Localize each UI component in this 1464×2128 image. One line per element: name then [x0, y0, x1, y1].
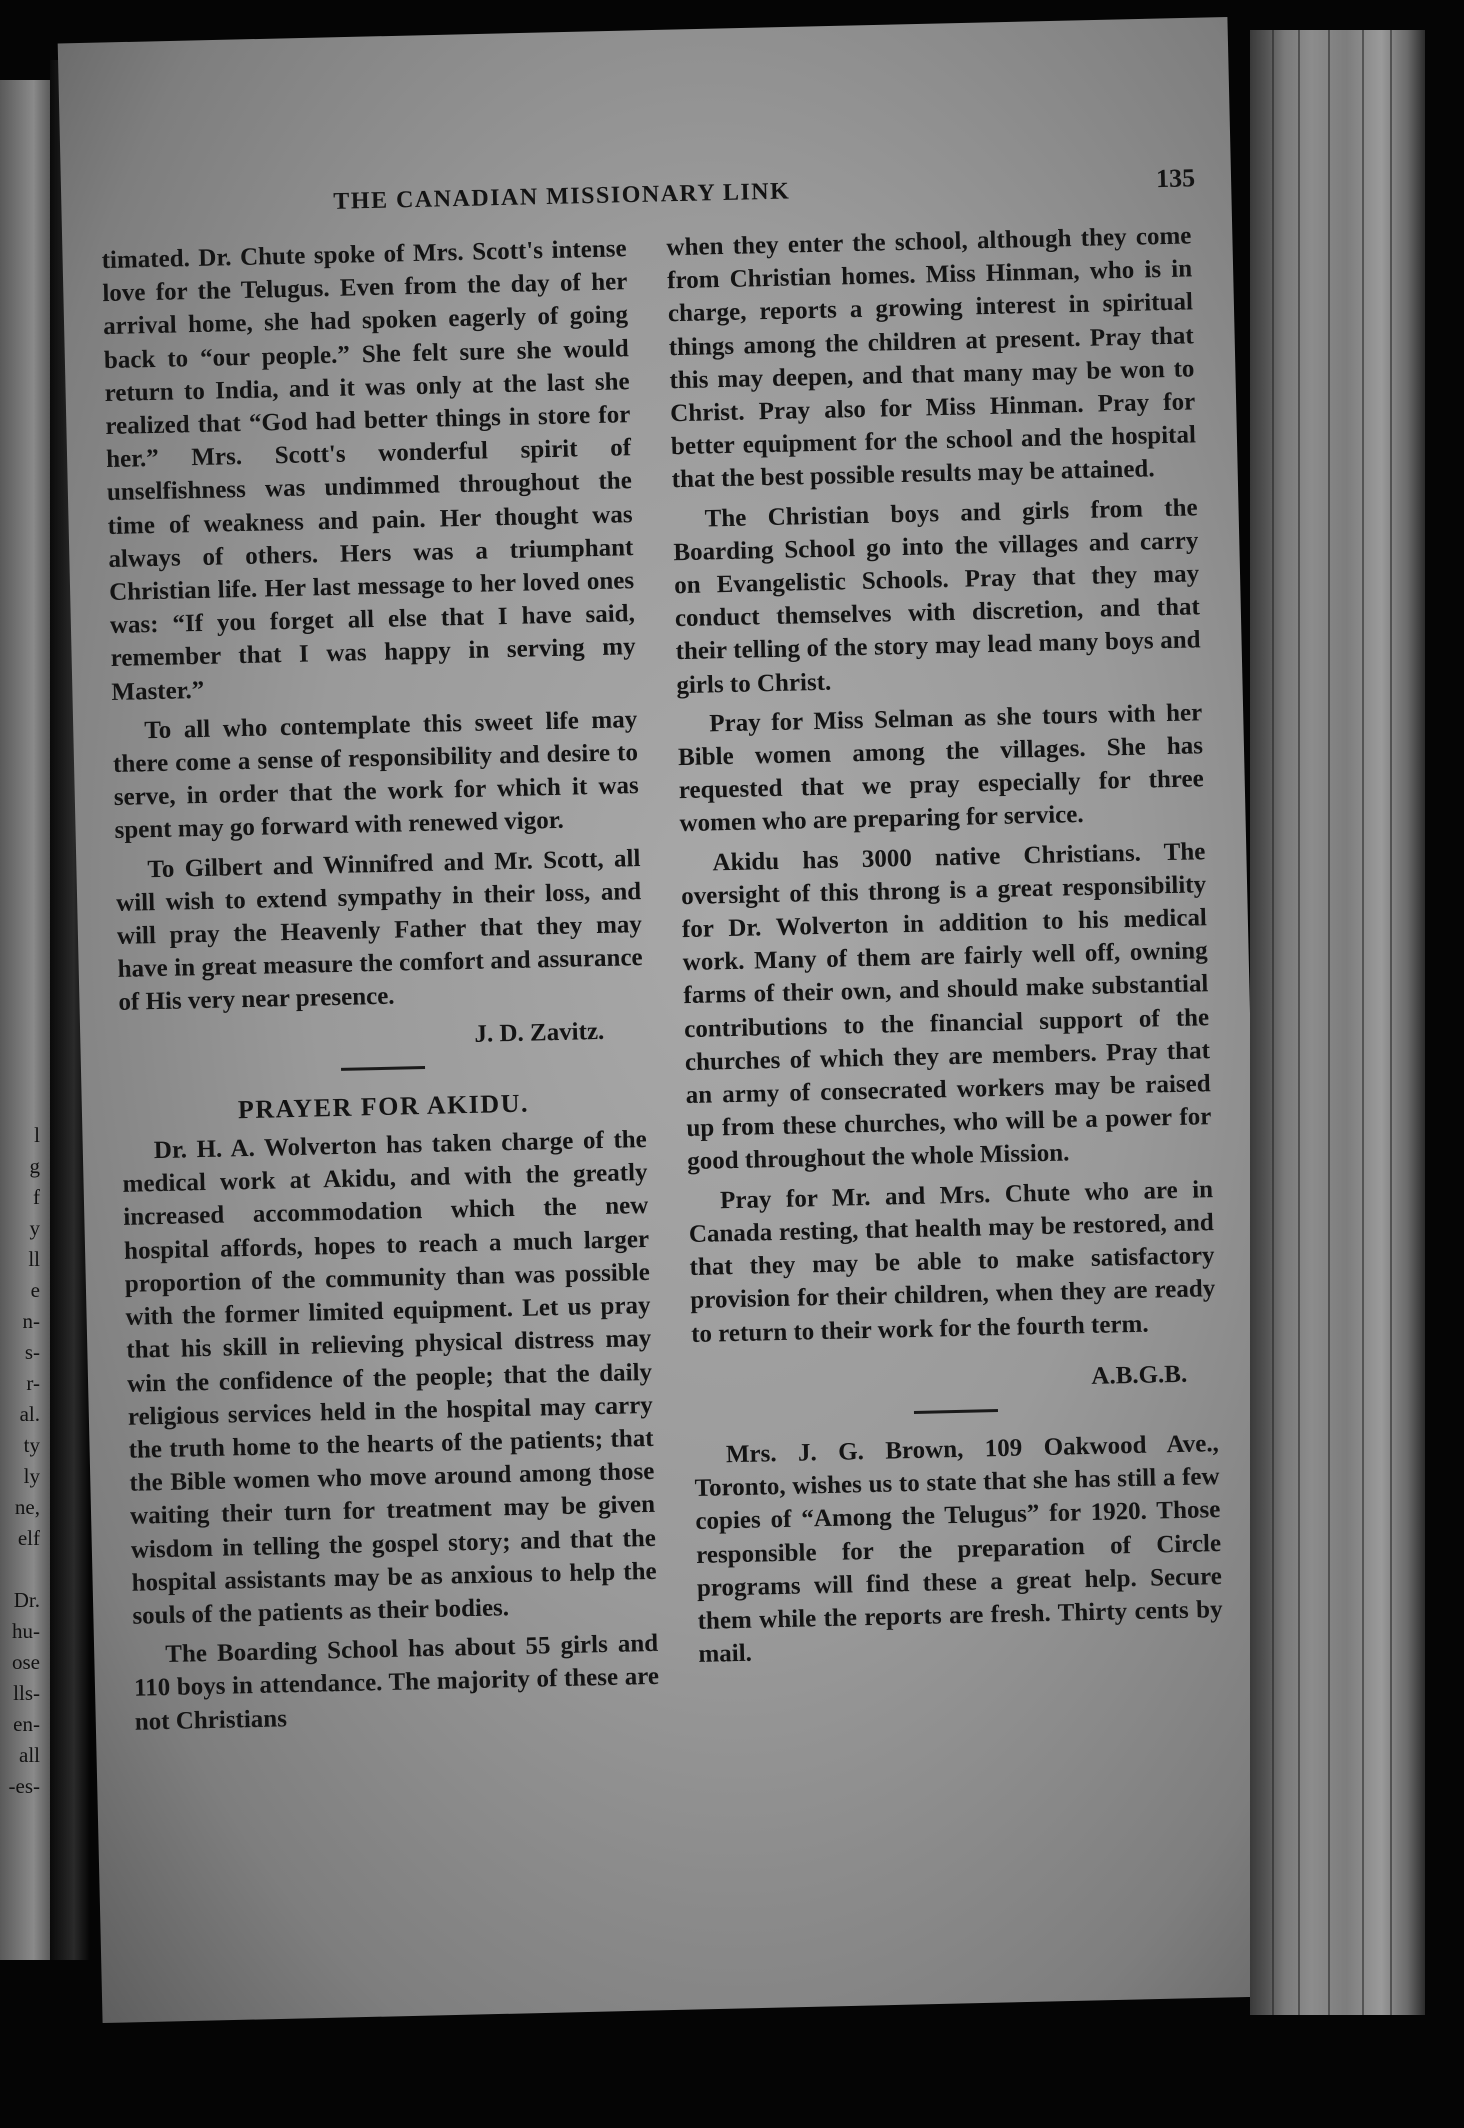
margin-fragment: elf [17, 1526, 40, 1550]
page-content [101, 163, 1245, 1948]
paragraph: To Gilbert and Winnifred and Mr. Scott, all will wish to extend sympathy in their loss, and will pray the Heavenly Father that they may have in great measure the comfort and assurance of His very near presence. [115, 844, 643, 1017]
paragraph: Dr. H. A. Wolverton has taken charge of the medical work at Akidu, and with the greatly increased accommodation which the new hospital affords, hopes to reach a much larger proportion of the community than was possible with the former limited equipment. Let us pray that his skill in relieving physical distress may win the confidence of the people; that the daily religious services held in the hospital may carry the truth home to the hearts of the patients; that the Bible women who move around among those waiting their turn for treatment may be given wisdom in telling the gospel story; and that the hospital assistants may be as anxious to help the souls of the patients as their bodies. [122, 1126, 657, 1630]
signature: J. D. Zavitz. [474, 1017, 605, 1048]
margin-fragment: f [33, 1185, 40, 1209]
margin-fragment: e [30, 1278, 40, 1302]
left-column [101, 232, 660, 1738]
paragraph: when they enter the school, although they come from Christian homes. Miss Hinman, who is in charge, reports a growing interest in spiritual things among the children at present. Pray that this may deepen, and that many may be won to Christ. Pray also for Miss Hinman. Pray for better equipment for the school and the hospital that the best possible results may be attained. [666, 222, 1197, 494]
margin-fragment: ll [28, 1247, 40, 1271]
section-divider [913, 1409, 997, 1414]
section-divider [341, 1066, 425, 1071]
margin-fragment: y [29, 1216, 40, 1240]
right-column [666, 219, 1224, 1671]
paragraph: Pray for Miss Selman as she tours with her Bible women among the villages. She has requested that we pray especially for three women who are preparing for service. [677, 699, 1204, 838]
margin-fragment: al. [19, 1402, 40, 1426]
margin-fragment: lls- [13, 1681, 40, 1705]
paragraph: Akidu has 3000 native Christians. The oversight of this throng is a great responsibility for Dr. Wolverton in addition to his medical work. Many of them are fairly well off, owning farms of their own, and should make substantial contributions to the financial support of the churches of which they are members. Pray that an army of consecrated workers may be raised up from these churches, who will be a power for good throughout the whole Mission. [680, 837, 1212, 1176]
margin-fragment: -es- [8, 1774, 40, 1798]
margin-fragment: l [34, 1123, 40, 1147]
margin-fragment: n- [22, 1309, 40, 1333]
paragraph: To all who contemplate this sweet life may there come a sense of responsibility and desire to serve, in order that the work for which it was spent may go forward with renewed vigor. [112, 705, 640, 845]
margin-fragment: g [29, 1154, 40, 1178]
margin-fragment: hu- [12, 1619, 40, 1643]
margin-fragment: Dr. [13, 1588, 40, 1612]
paragraph: The Boarding School has about 55 girls and 110 boys in attendance. The majority of these are not Christians [133, 1629, 660, 1736]
margin-fragment: ty [23, 1433, 40, 1457]
previous-page-margin-text [0, 1120, 40, 1802]
margin-fragment: r- [26, 1371, 40, 1395]
section-title: PRAYER FOR AKIDU. [237, 1088, 530, 1125]
margin-fragment [0, 1554, 40, 1585]
margin-fragment: all [19, 1743, 40, 1767]
paragraph: The Christian boys and girls from the Boarding School go into the villages and carry on Evangelistic Schools. Pray that they may conduct themselves with discretion, and that their telling of the story may lead many boys and girls to Christ. [673, 493, 1201, 699]
page-number: 135 [1155, 163, 1196, 194]
book-page-edges [1250, 30, 1425, 2015]
margin-fragment: en- [13, 1712, 40, 1736]
paragraph: Pray for Mr. and Mrs. Chute who are in Canada resting, that health may be restored, and that they may be able to make satisfactory provision for their children, when they are ready to return to their work for the fourth term. [688, 1175, 1216, 1348]
margin-fragment: ly [23, 1464, 40, 1488]
margin-fragment: ne, [14, 1495, 40, 1519]
paragraph: timated. Dr. Chute spoke of Mrs. Scott's intense love for the Telugus. Even from the day of her arrival home, she had spoken eagerly of going back to “our people.” She felt sure she would return to India, and it was only at the last she realized that “God had better things in store for her.” Mrs. Scott's wonderful spirit of unselfishness was undimmed throughout the time of weakness and pain. Her thought was always of others. Hers was a triumphant Christian life. Her last message to her loved ones was: “If you forget all else that I have said, remember that I was happy in serving my Master.” [101, 235, 636, 706]
margin-fragment: s- [24, 1340, 40, 1364]
margin-fragment: ose [12, 1650, 40, 1674]
running-head: THE CANADIAN MISSIONARY LINK [333, 178, 791, 215]
notice-paragraph: Mrs. J. G. Brown, 109 Oakwood Ave., Toronto, wishes us to state that she has still a few copies of “Among the Telugus” for 1920. Those responsible for the preparation of Circle programs will find these a great help. Secure them while the reports are fresh. Thirty cents by mail. [694, 1429, 1223, 1669]
signature: A.B.G.B. [1091, 1360, 1188, 1390]
